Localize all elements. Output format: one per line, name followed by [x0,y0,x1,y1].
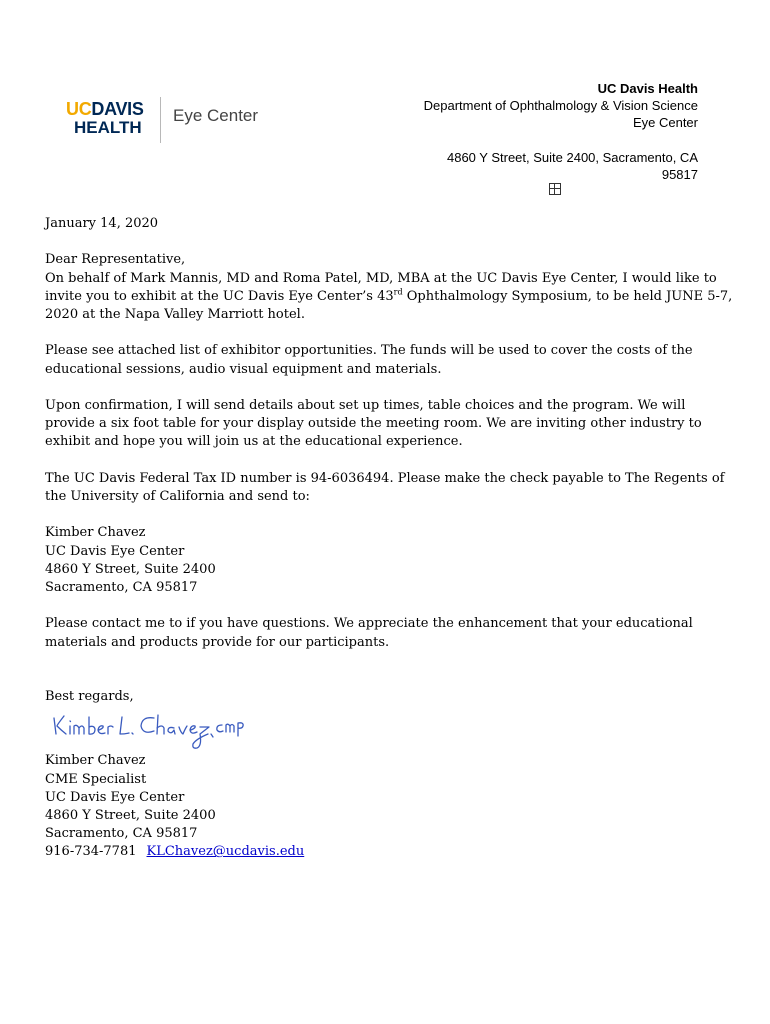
letter-body [45,215,735,862]
spacer [45,233,735,251]
para1-end: Ophthalmology Symposium, to be held JUNE 5-7, 2020 at the Napa Valley Marriott hotel. [45,288,733,322]
signer-phone: 916-734-7781 [45,844,137,860]
signer-email-link[interactable]: KLChavez@ucdavis.edu [146,844,305,860]
logo-divider [160,97,161,143]
letterhead-address-line2: 95817 [661,167,698,182]
logo-ucdavis-wordmark [66,99,144,119]
signer-contact [45,843,735,861]
spacer [45,652,735,670]
mail-to-line: 4860 Y Street, Suite 2400 [45,561,216,577]
signer-org: UC Davis Eye Center [45,789,185,805]
letterhead-address-line1: 4860 Y Street, Suite 2400, Sacramento, CA [446,150,698,165]
letterhead-gap [424,131,698,149]
expand-box-icon[interactable] [549,183,561,195]
logo-uc: UC [66,99,92,119]
letterhead-org: UC Davis Health [597,81,698,96]
signer-name: Kimber Chavez [45,753,146,769]
signer-city: Sacramento, CA 95817 [45,826,198,842]
letter-paragraph-1 [45,270,735,325]
handwritten-signature [45,706,735,752]
letter-date: January 14, 2020 [45,216,159,231]
letter-closing: Best regards, [45,689,134,705]
para1-superscript: rd [393,287,403,297]
spacer [45,506,735,524]
signature-drawing [50,708,250,752]
letter-salutation: Dear Representative, [45,252,186,268]
mail-to-line: Sacramento, CA 95817 [45,579,198,595]
mail-to-line: Kimber Chavez [45,525,146,541]
spacer [45,324,735,342]
para1-start: On behalf of Mark Mannis, MD and Roma Patel, MD, MBA at the UC Davis Eye Center, I would like to invite you to exhibit at the UC Davis Eye Center’s 43 [45,270,717,304]
letter-paragraph-4: The UC Davis Federal Tax ID number is 94-6036494. Please make the check payable to The Regents of the University of California and send to: [45,470,725,504]
letter-paragraph-2: Please see attached list of exhibitor opportunities. The funds will be used to cover the costs of the educational sessions, audio visual equipment and materials. [45,343,693,377]
signer-street: 4860 Y Street, Suite 2400 [45,807,216,823]
letterhead-unit: Eye Center [632,115,698,130]
logo-health: HEALTH [74,118,142,137]
spacer [45,379,735,397]
signer-title: CME Specialist [45,771,147,787]
spacer [45,452,735,470]
spacer [45,597,735,615]
logo-davis: DAVIS [91,99,144,119]
letterhead-dept: Department of Ophthalmology & Vision Science [423,98,698,113]
spacer [45,670,735,688]
mailing-address [45,524,735,597]
mail-to-line: UC Davis Eye Center [45,543,185,559]
logo-eye-center: Eye Center [173,106,259,125]
letter-paragraph-3: Upon confirmation, I will send details about set up times, table choices and the program. We will provide a six foot table for your display outside the meeting room. We are inviting other industry to exhibit and hope you will join us at the educational experience. [45,397,702,450]
letterhead [424,80,698,183]
letter-paragraph-5: Please contact me to if you have questions. We appreciate the enhancement that your educational materials and products provide for our participants. [45,616,693,650]
